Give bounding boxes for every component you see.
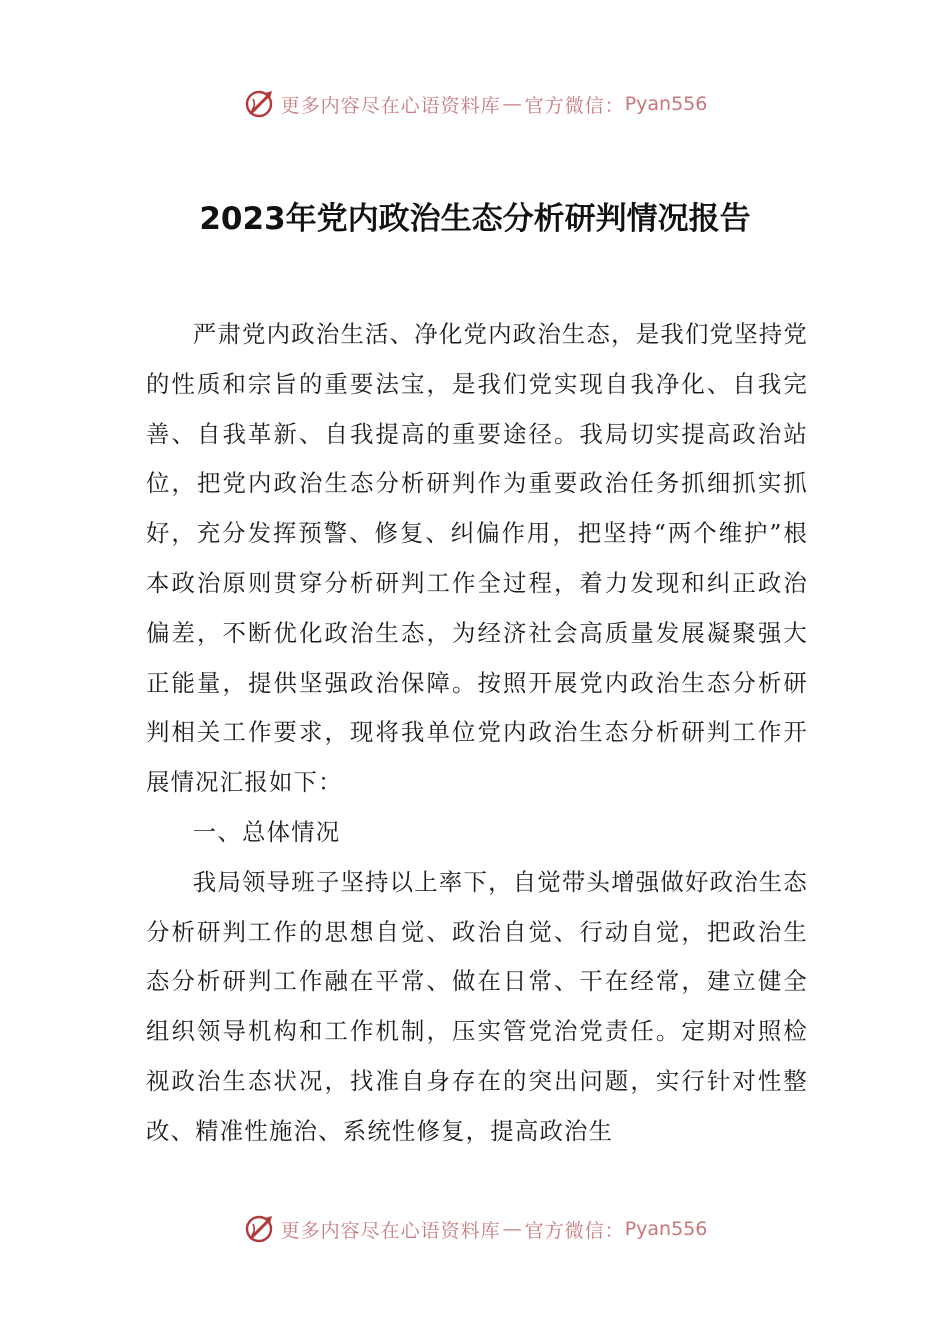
header-watermark (0, 84, 950, 124)
intro-paragraph: 严肃党内政治生活、净化党内政治生态，是我们党坚持党的性质和宗旨的重要法宝，是我们党实现自我净化、自我完善、自我革新、自我提高的重要途径。我局切实提高政治站位，把党内政治生态分析研判作为重要政治任务抓细抓实抓好，充分发挥预警、修复、纠偏作用，把坚持“两个维护”根本政治原则贯穿分析研判工作全过程，着力发现和纠正政治偏差，不断优化政治生态，为经济社会高质量发展凝聚强大正能量，提供坚强政治保障。按照开展党内政治生态分析研判相关工作要求，现将我单位党内政治生态分析研判工作开展情况汇报如下： (146, 320, 808, 797)
section-heading: 一、总体情况 (192, 817, 341, 846)
watermark-site-text: 更多内容尽在心语资料库 (280, 94, 501, 117)
section-paragraph: 我局领导班子坚持以上率下，自觉带头增强做好政治生态分析研判工作的思想自觉、政治自觉、行动自觉，把政治生态分析研判工作融在平常、做在日常、干在经常，建立健全组织领导机构和工作机制，压实管党治党责任。定期对照检视政治生态状况，找准自身存在的突出问题，实行针对性整改、精准性施治、系统性修复，提高政治生 (146, 867, 808, 1145)
watermark-site-text: 更多内容尽在心语资料库 (280, 1219, 501, 1242)
watermark-wechat-id: Pyan556 (624, 93, 708, 115)
footer-watermark (0, 1209, 950, 1249)
document-body (146, 310, 808, 1157)
watermark-wechat-id: Pyan556 (624, 1218, 708, 1240)
pen-logo-icon (243, 1212, 277, 1246)
watermark-wechat-label: 官方微信： (524, 94, 625, 117)
document-title: 2023年党内政治生态分析研判情况报告 (199, 200, 751, 237)
watermark-wechat-label: 官方微信： (524, 1219, 625, 1242)
watermark-separator: — (502, 93, 523, 115)
watermark-separator: — (502, 1218, 523, 1240)
pen-logo-icon (243, 87, 277, 121)
